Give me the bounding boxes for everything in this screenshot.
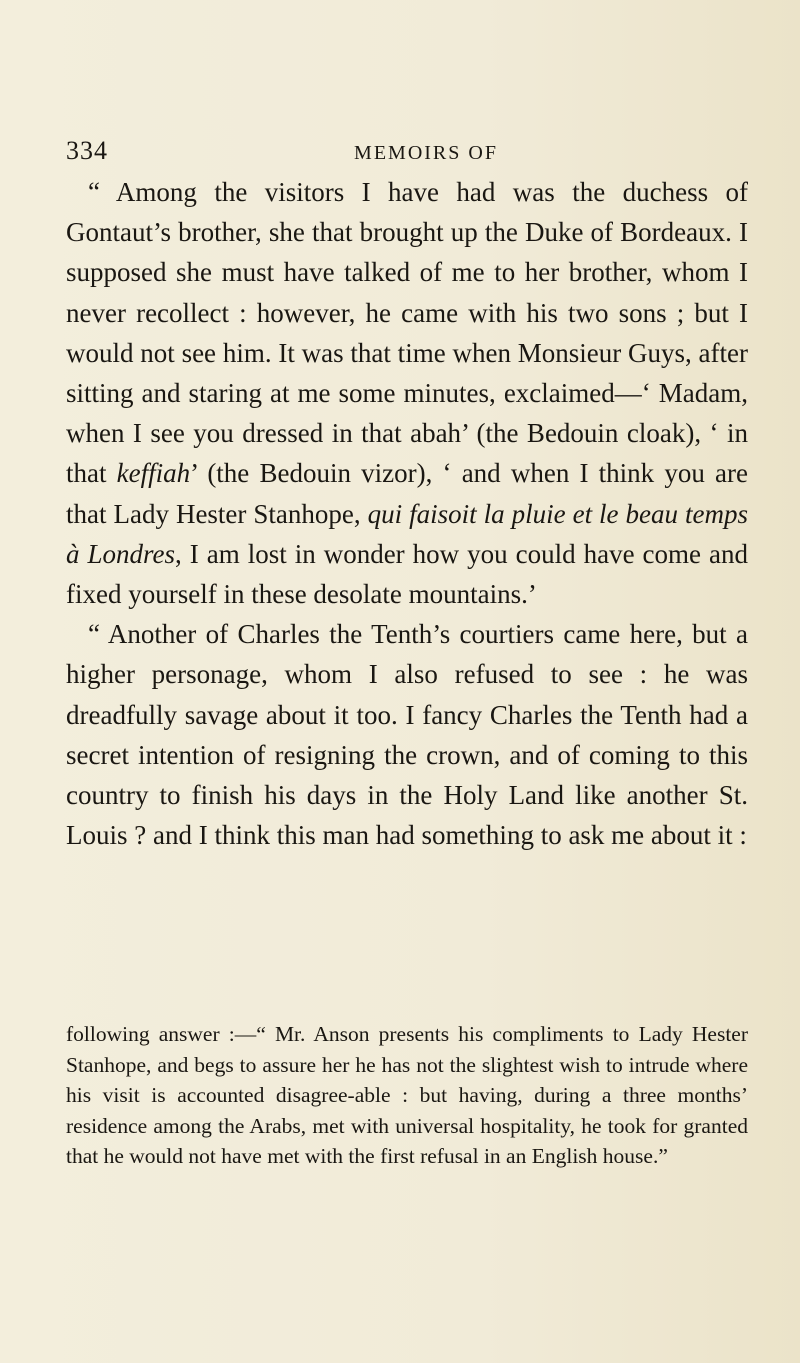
paragraph-2: “ Another of Charles the Tenth’s courtiers came here, but a higher personage, whom I also refused to see : he was dreadfully savage about it too. I fancy Charles the Tenth had a secret intention of resigning the crown, and of coming to this country to finish his days in the Holy Land like another St. Louis ? and I think this man had something to ask me about it :	[66, 619, 748, 851]
main-text	[66, 172, 748, 855]
footnote-text: following answer :—“ Mr. Anson presents his compliments to Lady Hester Stanhope, and begs to assure her he has not the slightest wish to intrude where his visit is accounted disagree-able : but having, during a three months’ residence among the Arabs, met with universal hospitality, he took for granted that he would not have met with the first refusal in an English house.”	[66, 1022, 748, 1169]
paragraph-1-text-a: “ Among the visitors I have had was the duchess of Gontaut’s brother, she that brought up the Duke of Bordeaux. I supposed she must have talked of me to her brother, whom I never recollect : however, he came with his two sons ; but I would not see him. It was that time when Monsieur Guys, after sitting and staring at me some minutes, exclaimed—‘ Madam, when I see you dressed in that abah’ (the Bedouin cloak), ‘ in that	[66, 177, 748, 489]
page-header	[66, 132, 746, 172]
running-head: MEMOIRS OF	[354, 142, 498, 164]
paragraph-1	[66, 172, 748, 614]
paragraph-1-text-b: ’ (the Bedouin vizor), ‘ and when I think you are that Lady Hester Stanhope,	[66, 458, 748, 529]
paragraph-1-text-c: , I am lost in wonder how you could have come and fixed yourself in these desolate mountains.’	[66, 538, 749, 610]
italic-keffiah: keffiah	[116, 458, 191, 489]
italic-french-quote: qui faisoit la pluie et le beau temps à Londres	[66, 498, 748, 569]
footnote	[66, 1019, 748, 1172]
page-number: 334	[66, 136, 108, 165]
